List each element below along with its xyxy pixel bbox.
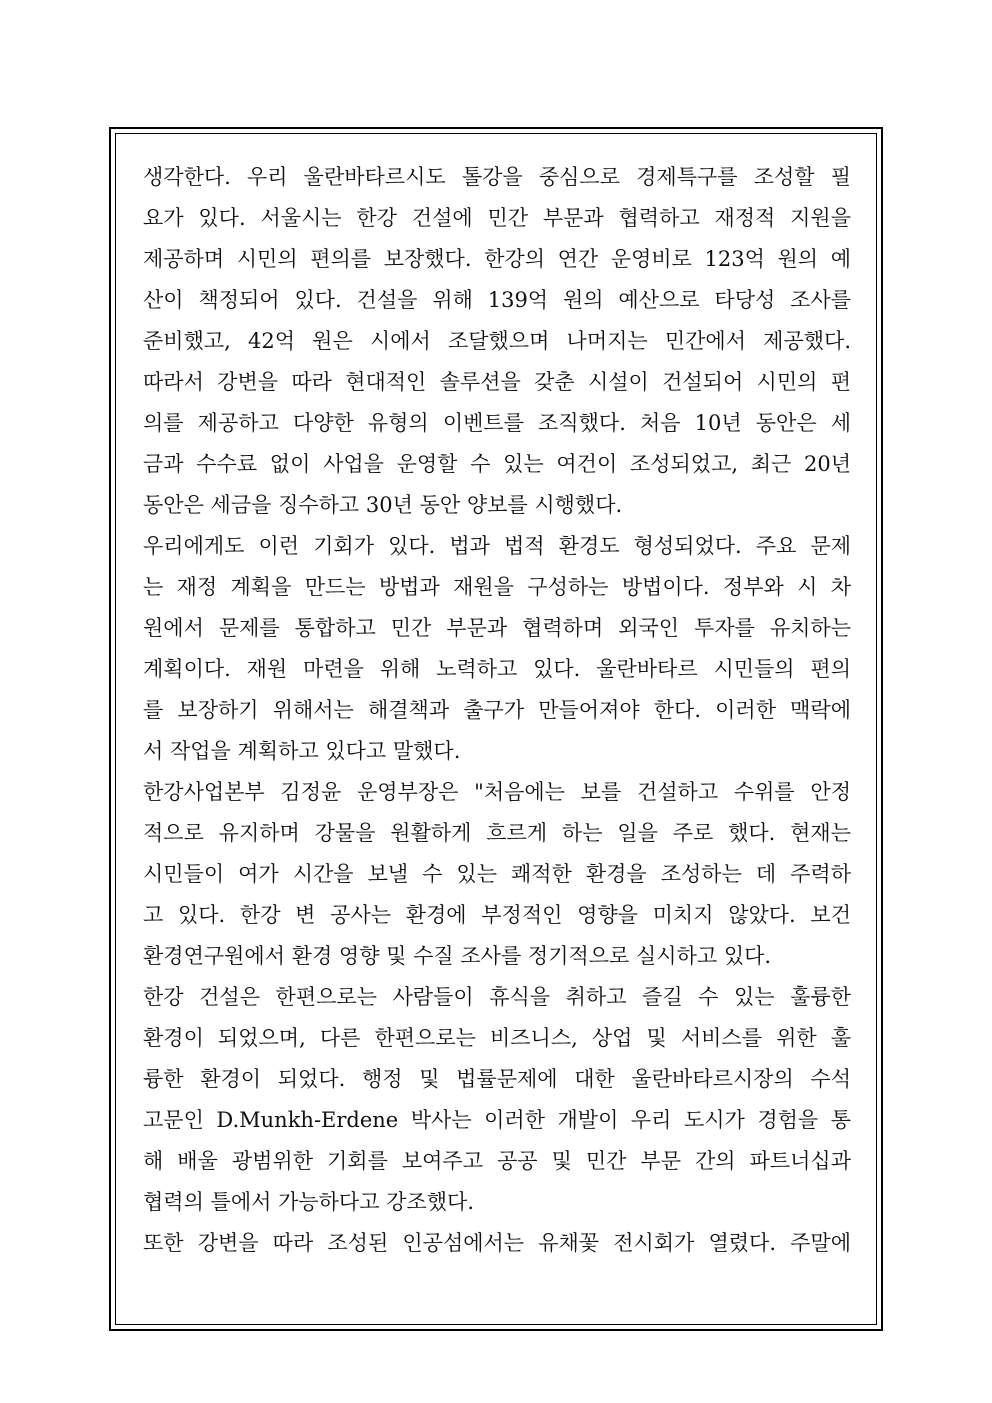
text-line: 고문인 D.Munkh-Erdene 박사는 이러한 개발이 우리 도시가 경험을 통 (143, 1108, 851, 1132)
text-line: 해 배울 광범위한 기회를 보여주고 공공 및 민간 부문 간의 파트너십과 (143, 1149, 851, 1173)
text-line: 동안은 세금을 징수하고 30년 동안 양보를 시행했다. (143, 493, 623, 517)
text-line: 환경이 되었으며, 다른 한편으로는 비즈니스, 상업 및 서비스를 위한 훌 (143, 1026, 851, 1050)
text-line: 의를 제공하고 다양한 유형의 이벤트를 조직했다. 처음 10년 동안은 세 (143, 411, 851, 435)
text-line: 또한 강변을 따라 조성된 인공섬에서는 유채꽃 전시회가 열렸다. 주말에 (143, 1231, 851, 1255)
text-line: 제공하며 시민의 편의를 보장했다. 한강의 연간 운영비로 123억 원의 예 (143, 247, 851, 271)
text-line: 요가 있다. 서울시는 한강 건설에 민간 부문과 협력하고 재정적 지원을 (143, 206, 851, 230)
text-line: 계획이다. 재원 마련을 위해 노력하고 있다. 울란바타르 시민들의 편의 (143, 657, 851, 681)
text-line: 우리에게도 이런 기회가 있다. 법과 법적 환경도 형성되었다. 주요 문제 (143, 534, 851, 558)
text-line: 생각한다. 우리 울란바타르시도 톨강을 중심으로 경제특구를 조성할 필 (143, 165, 851, 189)
text-line: 는 재정 계획을 만드는 방법과 재원을 구성하는 방법이다. 정부와 시 차 (143, 575, 851, 599)
text-line: 서 작업을 계획하고 있다고 말했다. (143, 739, 461, 763)
text-line: 한강사업본부 김정윤 운영부장은 "처음에는 보를 건설하고 수위를 안정 (143, 780, 851, 804)
text-line: 따라서 강변을 따라 현대적인 솔루션을 갖춘 시설이 건설되어 시민의 편 (143, 370, 851, 394)
text-line: 준비했고, 42억 원은 시에서 조달했으며 나머지는 민간에서 제공했다. (143, 329, 851, 353)
text-line: 시민들이 여가 시간을 보낼 수 있는 쾌적한 환경을 조성하는 데 주력하 (143, 862, 851, 886)
text-line: 륭한 환경이 되었다. 행정 및 법률문제에 대한 울란바타르시장의 수석 (143, 1067, 851, 1091)
text-line: 를 보장하기 위해서는 해결책과 출구가 만들어져야 한다. 이러한 맥락에 (143, 698, 851, 722)
text-line: 협력의 틀에서 가능하다고 강조했다. (143, 1190, 474, 1214)
text-line: 금과 수수료 없이 사업을 운영할 수 있는 여건이 조성되었고, 최근 20년 (143, 452, 851, 476)
body-text (143, 157, 851, 1264)
text-line: 한강 건설은 한편으로는 사람들이 휴식을 취하고 즐길 수 있는 훌륭한 (143, 985, 851, 1009)
text-line: 산이 책정되어 있다. 건설을 위해 139억 원의 예산으로 타당성 조사를 (143, 288, 851, 312)
text-line: 원에서 문제를 통합하고 민간 부문과 협력하며 외국인 투자를 유치하는 (143, 616, 851, 640)
text-line: 고 있다. 한강 변 공사는 환경에 부정적인 영향을 미치지 않았다. 보건 (143, 903, 851, 927)
text-line: 적으로 유지하며 강물을 원활하게 흐르게 하는 일을 주로 했다. 현재는 (143, 821, 851, 845)
text-line: 환경연구원에서 환경 영향 및 수질 조사를 정기적으로 실시하고 있다. (143, 944, 772, 968)
